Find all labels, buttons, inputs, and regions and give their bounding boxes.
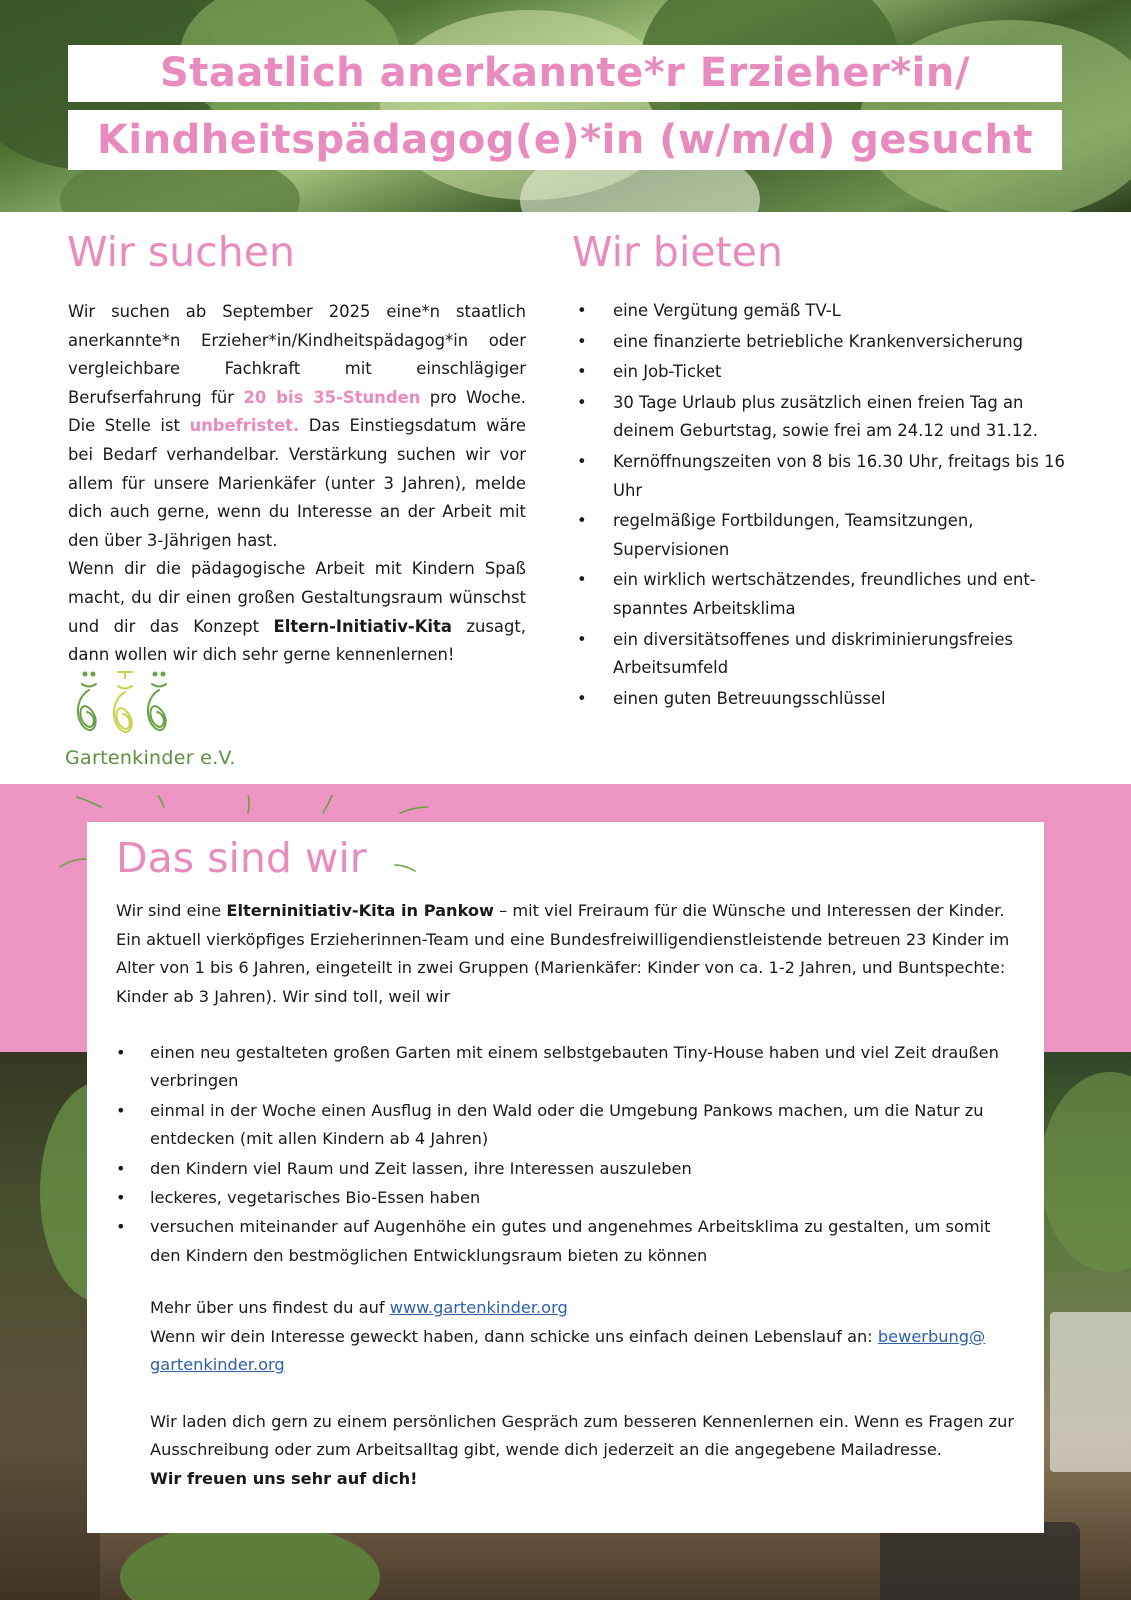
offer-item: • eine finanzierte betriebliche Krankenversicherung [575,328,1075,357]
job-title-line-1: Staatlich anerkannte*r Erzieher*in/ [68,45,1062,102]
contact-section [150,1294,1025,1494]
kita-highlight: Elterninitiativ-Kita in Pankow [226,901,494,920]
apply-line: Wenn wir dein Interesse geweckt haben, dann schicke uns einfach deinen Lebenslauf an: bewerbung@ gartenkinder.org [150,1326,986,1375]
more-info-line: Mehr über uns findest du auf www.gartenkinder.org [150,1298,568,1317]
offer-item: • Kernöffnungszeiten von 8 bis 16.30 Uhr, freitags bis 16 Uhr [575,448,1075,505]
wir-suchen-heading: Wir suchen [67,228,296,276]
unlimited-highlight: unbefristet. [189,416,300,436]
offer-item: • ein Job-Ticket [575,358,1075,387]
logo-name: Gartenkinder e.V. [65,747,236,769]
about-item: • einmal in der Woche einen Ausflug in den Wald oder die Umgebung Pankows machen, um die Natur zu entdecken (mit allen Kindern ab 4 Jahren) [116,1097,1021,1154]
header-foliage-photo [0,0,1131,212]
invite-text: Wir laden dich gern zu einem persönlichen Gespräch zum besseren Kennenlernen ein. Wenn es Fragen zur Ausschreibung oder zum Arbeitsalltag gibt, wende dich jederzeit an die angegebene Mailadresse. [150,1411,1015,1460]
about-item: • den Kindern viel Raum und Zeit lassen, ihre Interessen auszuleben [116,1155,1021,1183]
about-list [116,1039,1021,1271]
closing-text: Wir freuen uns sehr auf dich! [150,1468,418,1488]
concept-highlight: Eltern-Initiativ-Kita [273,616,452,636]
about-item: • leckeres, vegetarisches Bio-Essen haben [116,1184,1021,1212]
email-link[interactable]: bewerbung@ gartenkinder.org [150,1326,986,1375]
wir-bieten-heading: Wir bieten [572,228,783,276]
hours-highlight: 20 bis 35-Stunden [243,387,421,407]
offer-item: • ein diversitätsoffenes und diskriminierungsfreies Arbeitsumfeld [575,626,1075,683]
search-paragraph-1: Wir suchen ab September 2025 eine*n staatlich anerkannte*n Erzieher*in/Kindheitspädagog*in oder vergleichbare Fachkraft mit einschlägiger Berufserfahrung für 20 bis 35-Stunden pro Woche. Die Stelle ist unbefristet. Das Einstiegsdatum wäre bei Bedarf verhandelbar. Verstärkung suchen wir vor allem für unsere Marienkäfer (unter 3 Jahren), melde dich auch gerne, wenn du Interesse an der Arbeit mit den über 3-Jährigen hast. [68,302,527,550]
job-title-line-2: Kindheitspädagog(e)*in (w/m/d) gesucht [68,110,1062,170]
offer-list [575,297,1075,715]
website-link[interactable]: www.gartenkinder.org [389,1298,568,1317]
about-intro: Wir sind eine Elterninitiativ-Kita in Pankow – mit viel Freiraum für die Wünsche und Interessen der Kinder. Ein aktuell vierköpfiges Erzieherinnen-Team und eine Bundesfreiwilligendienstleistende betreuen 23 Kinder im Alter von 1 bis 6 Jahren, eingeteilt in zwei Gruppen (Marienkäfer: Kinder von ca. 1-2 Jahren, und Buntspechte: Kinder ab 3 Jahren). Wir sind toll, weil wir [116,901,1010,1006]
offer-item: • regelmäßige Fortbildungen, Teamsitzungen, Supervisionen [575,507,1075,564]
about-item: • einen neu gestalteten großen Garten mit einem selbstgebauten Tiny-House haben und viel Zeit draußen verbringen [116,1039,1021,1096]
offer-item: • ein wirklich wertschätzendes, freundliches und ent-spanntes Arbeitsklima [575,566,1075,623]
wir-suchen-text [68,298,526,670]
das-sind-wir-heading: Das sind wir [116,834,367,882]
offer-item: • einen guten Betreuungsschlüssel [575,685,1075,714]
about-item: • versuchen miteinander auf Augenhöhe ein gutes und angenehmes Arbeitsklima zu gestalten, um somit den Kindern den bestmöglichen Entwicklungsraum bieten zu können [116,1213,1021,1270]
offer-item: • 30 Tage Urlaub plus zusätzlich einen freien Tag an deinem Geburtstag, sowie frei am 24.12 und 31.12. [575,389,1075,446]
search-paragraph-2: Wenn dir die pädagogische Arbeit mit Kindern Spaß macht, du dir einen großen Gestaltungsraum wünschst und dir das Konzept Eltern-Initiativ-Kita zusagt, dann wollen wir dich sehr gerne kennenlernen! [68,559,527,665]
offer-item: • eine Vergütung gemäß TV-L [575,297,1075,326]
